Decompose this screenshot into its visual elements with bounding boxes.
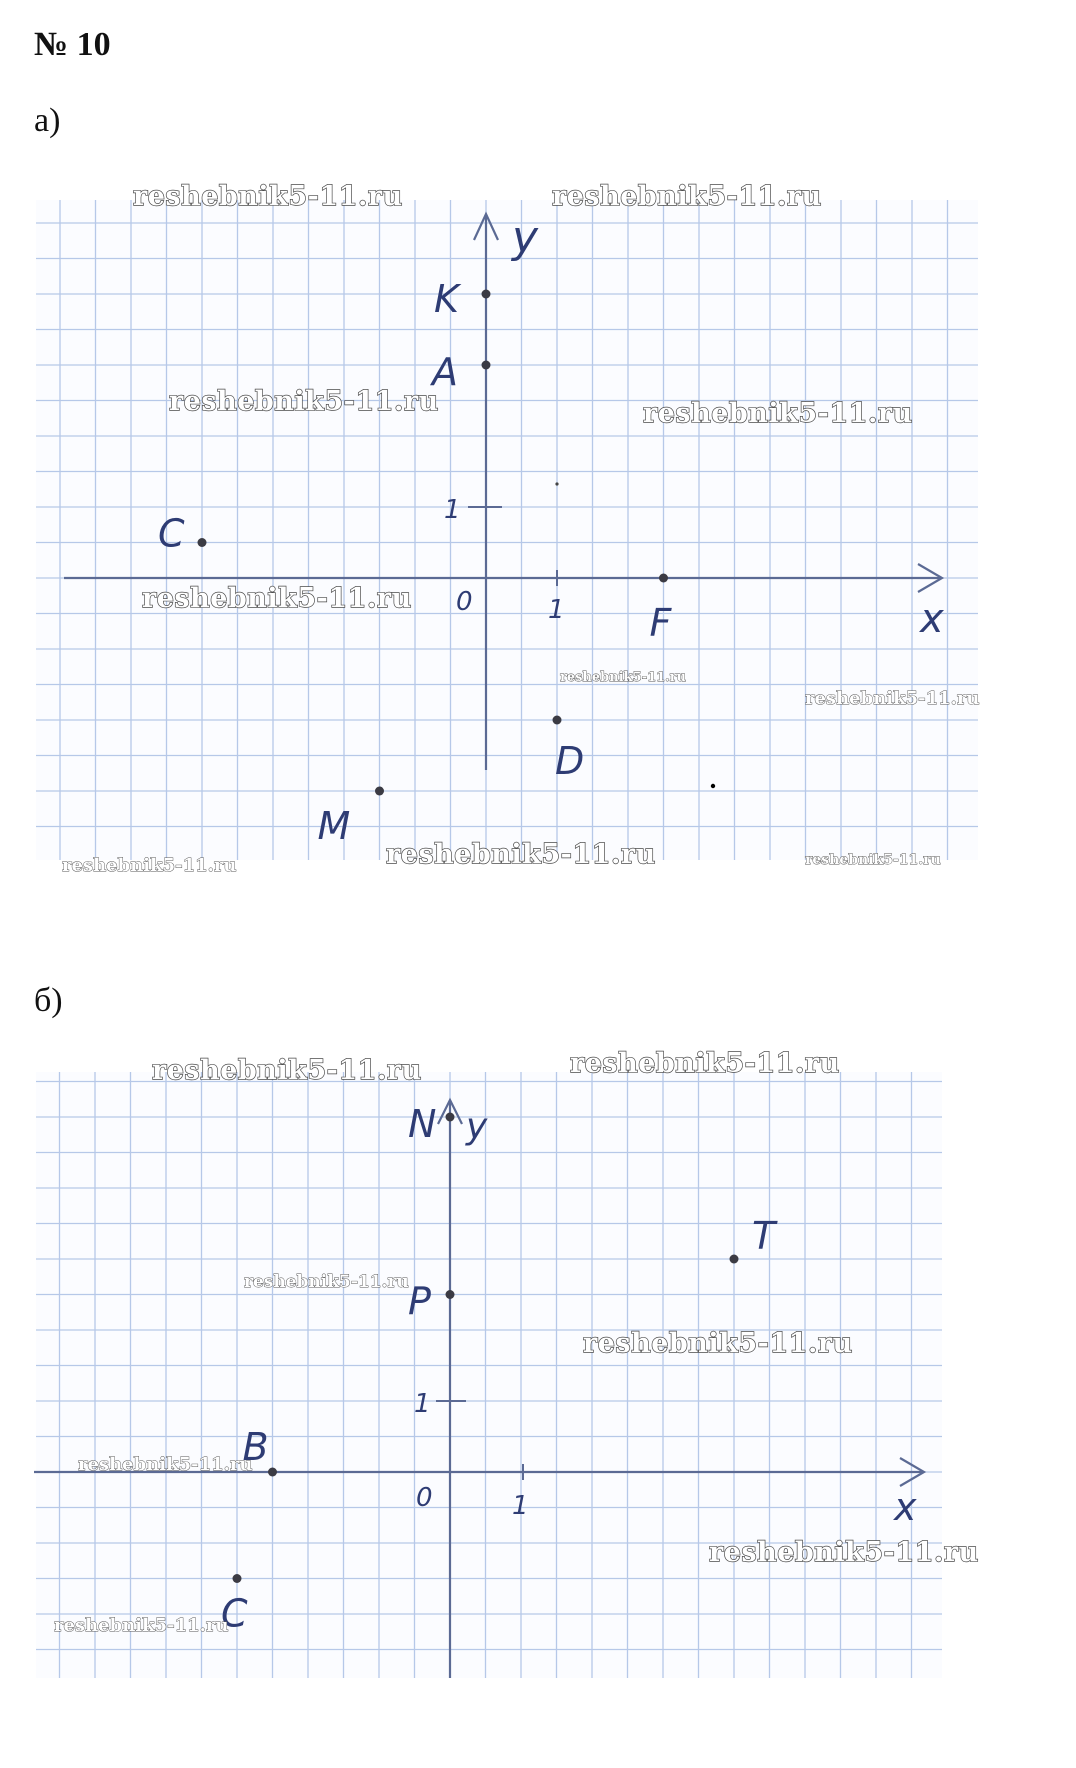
exercise-number: № 10 (34, 26, 111, 63)
watermark-a1: reshebnik5-11.ru (133, 181, 403, 212)
watermark-b1: reshebnik5-11.ru (152, 1055, 422, 1086)
stray-dot-a (555, 482, 558, 485)
watermark-a2: reshebnik5-11.ru (552, 181, 822, 212)
watermark-a7: reshebnik5-11.ru (805, 688, 980, 709)
x-tick-label-a: 1 (548, 595, 565, 625)
point-d-marker (553, 716, 562, 725)
part-b-label: б) (34, 982, 63, 1019)
point-n-marker (446, 1113, 455, 1122)
grid-b (36, 1072, 942, 1678)
watermark-a6: reshebnik5-11.ru (560, 670, 687, 685)
y-tick-label-b: 1 (414, 1389, 431, 1419)
point-k-marker (482, 290, 491, 299)
watermark-a9: reshebnik5-11.ru (62, 855, 237, 876)
point-t-marker (730, 1255, 739, 1264)
point-p-label: P (408, 1279, 431, 1324)
point-c-label: C (158, 511, 185, 556)
y-tick-label-a: 1 (444, 495, 461, 525)
point-m-label: M (317, 804, 351, 848)
point-f-marker (659, 574, 668, 583)
point-a-marker (482, 361, 491, 370)
point-f-label: F (649, 601, 672, 645)
point-b-marker (268, 1468, 277, 1477)
watermark-b5: reshebnik5-11.ru (78, 1454, 253, 1475)
point-c-marker (233, 1574, 242, 1583)
watermark-a4: reshebnik5-11.ru (643, 398, 913, 429)
stray-dot-a (711, 784, 715, 788)
grid-background (36, 1072, 942, 1678)
y-axis-label-a: y (512, 212, 539, 263)
x-tick-label-b: 1 (512, 1491, 529, 1521)
x-axis-label-b: x (894, 1485, 917, 1529)
coordinate-plane-b (0, 1030, 1076, 1710)
point-m-marker (375, 787, 384, 796)
point-p-marker (446, 1290, 455, 1299)
point-t-label: T (752, 1214, 776, 1258)
x-axis-label-a: x (920, 596, 944, 642)
watermark-b3: reshebnik5-11.ru (244, 1272, 409, 1292)
point-k-label: K (434, 277, 459, 321)
coordinate-plane-a (0, 170, 1076, 890)
point-b-label: B (242, 1425, 269, 1469)
point-c-marker (198, 538, 207, 547)
watermark-a5: reshebnik5-11.ru (142, 583, 412, 614)
part-a-label: а) (34, 102, 61, 139)
y-axis-label-b: y (466, 1106, 488, 1147)
point-n-label: N (408, 1102, 437, 1146)
watermark-b7: reshebnik5-11.ru (54, 1615, 229, 1636)
origin-label-b: 0 (416, 1483, 433, 1513)
point-c-label: C (221, 1591, 248, 1636)
origin-label-a: 0 (456, 587, 473, 617)
watermark-a3: reshebnik5-11.ru (169, 386, 439, 417)
watermark-b2: reshebnik5-11.ru (570, 1048, 840, 1079)
watermark-b6: reshebnik5-11.ru (709, 1537, 979, 1568)
watermark-b4: reshebnik5-11.ru (583, 1328, 853, 1359)
watermark-a8: reshebnik5-11.ru (386, 839, 656, 870)
point-d-label: D (555, 739, 585, 783)
point-a-label: A (432, 350, 458, 394)
watermark-a10: reshebnik5-11.ru (805, 852, 941, 868)
